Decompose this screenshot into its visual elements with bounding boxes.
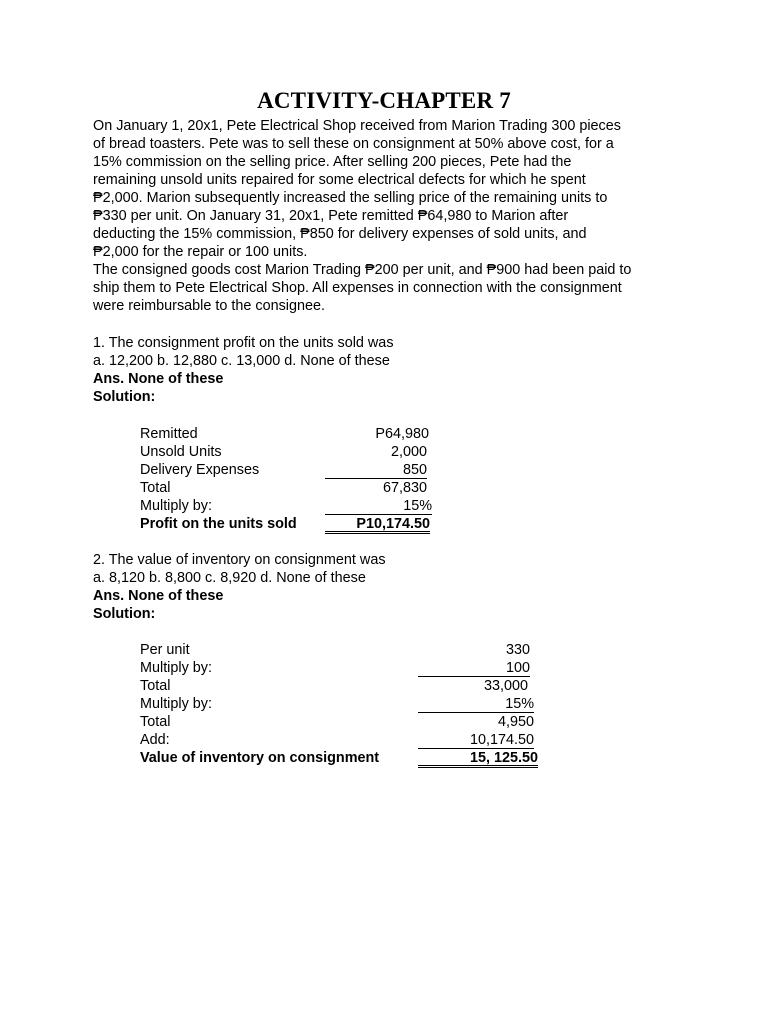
problem-line: of bread toasters. Pete was to sell these on consignment at 50% above cost, for a <box>93 136 614 152</box>
solution-row-value: 67,830 <box>382 480 427 496</box>
question-1 <box>93 334 693 406</box>
solution-row-value: 850 <box>325 461 427 479</box>
solution-row-label: Add: <box>140 732 170 748</box>
problem-line: ₱2,000. Marion subsequently increased the selling price of the remaining units to <box>93 190 608 206</box>
solution-row-value: 33,000 <box>483 678 528 694</box>
question-text: 1. The consignment profit on the units sold was <box>93 335 394 351</box>
solution-row-value: P64,980 <box>375 426 429 442</box>
page-title: ACTIVITY-CHAPTER 7 <box>257 88 511 113</box>
solution-row-value: 4,950 <box>497 714 534 730</box>
solution-label: Solution: <box>93 606 156 622</box>
problem-line: On January 1, 20x1, Pete Electrical Shop received from Marion Trading 300 pieces <box>93 118 621 134</box>
question-text: 2. The value of inventory on consignment was <box>93 552 386 568</box>
problem-line: The consigned goods cost Marion Trading ₱200 per unit, and ₱900 had been paid to <box>93 262 632 278</box>
solution-row-label: Delivery Expenses <box>140 462 260 478</box>
solution-row-value: P10,174.50 <box>325 515 430 534</box>
solution-row-label: Profit on the units sold <box>140 516 297 532</box>
answer-text: Ans. None of these <box>93 371 224 387</box>
problem-line: ship them to Pete Electrical Shop. All expenses in connection with the consignment <box>93 280 622 296</box>
question-choices: a. 12,200 b. 12,880 c. 13,000 d. None of these <box>93 353 390 369</box>
solution-row-label: Multiply by: <box>140 696 212 712</box>
solution-row-value: 330 <box>505 642 530 658</box>
solution-row-label: Total <box>140 678 171 694</box>
solution-row-label: Remitted <box>140 426 198 442</box>
solution-row-value: 2,000 <box>390 444 427 460</box>
solution-row-label: Value of inventory on consignment <box>140 750 380 766</box>
solution-row-value: 15% <box>418 695 534 713</box>
problem-line: ₱330 per unit. On January 31, 20x1, Pete remitted ₱64,980 to Marion after <box>93 208 569 224</box>
solution-row-value: 15, 125.50 <box>418 749 538 768</box>
solution-row-label: Total <box>140 714 171 730</box>
problem-line: deducting the 15% commission, ₱850 for delivery expenses of sold units, and <box>93 226 587 242</box>
solution-row-label: Multiply by: <box>140 498 212 514</box>
problem-line: remaining unsold units repaired for some electrical defects for which he spent <box>93 172 586 188</box>
solution-row-value: 100 <box>418 659 530 677</box>
solution-row-label: Unsold Units <box>140 444 222 460</box>
solution-row-label: Multiply by: <box>140 660 212 676</box>
solution-row-value: 10,174.50 <box>418 731 534 749</box>
solution-label: Solution: <box>93 389 156 405</box>
solution-row-label: Per unit <box>140 642 190 658</box>
problem-line: were reimbursable to the consignee. <box>93 298 325 314</box>
answer-text: Ans. None of these <box>93 588 224 604</box>
problem-line: ₱2,000 for the repair or 100 units. <box>93 244 308 260</box>
solution-row-label: Total <box>140 480 171 496</box>
problem-statement <box>93 117 693 315</box>
question-2 <box>93 551 693 623</box>
problem-line: 15% commission on the selling price. After selling 200 pieces, Pete had the <box>93 154 572 170</box>
solution-row-value: 15% <box>325 497 432 515</box>
question-choices: a. 8,120 b. 8,800 c. 8,920 d. None of these <box>93 570 366 586</box>
